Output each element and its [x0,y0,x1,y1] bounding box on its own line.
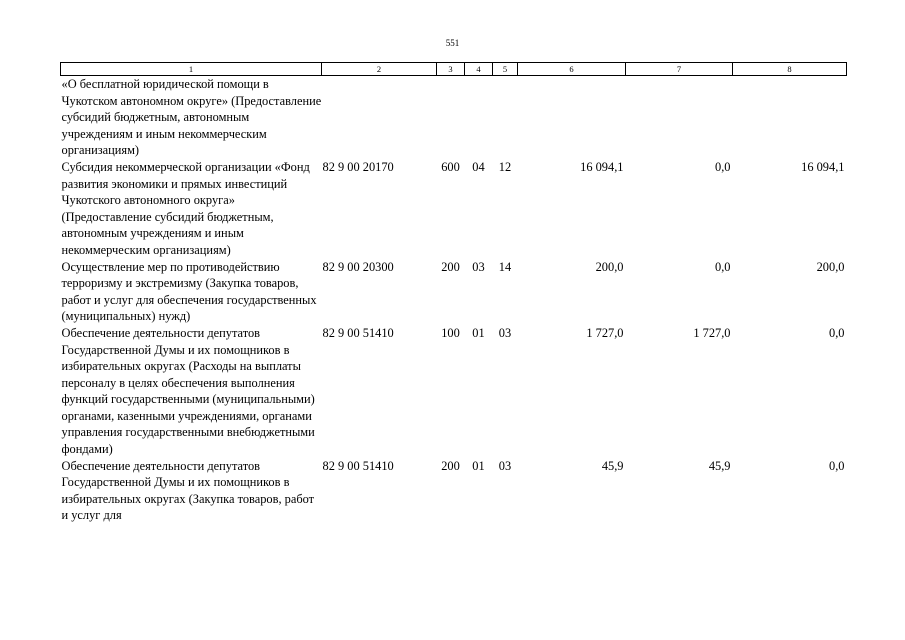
regional-amount [733,76,847,159]
column-header: 3 [437,63,465,76]
target-article-code: 82 9 00 20300 [322,259,394,274]
expense-type-code: 600 [441,159,460,174]
subsection-code: 03 [498,325,512,340]
subsection-code [493,76,518,159]
subsection-code: 03 [498,458,512,473]
federal-amount: 1 727,0 [693,325,731,340]
federal-amount [626,76,733,159]
total-amount: 1 727,0 [586,325,624,340]
expense-name: Обеспечение деятельности депутатов Государственной Думы и их помощников в избирательных округах (Расходы на выплаты персоналу в целях обеспечения выполнения функций государственными (муниципальными) органами, казенными учреждениями, органами управления государственными внебюджетными фондами) [61,325,315,457]
expense-name: «О бесплатной юридической помощи в Чукотском автономном округе» (Предоставление субсидий бюджетным, автономным учреждениям и иным некоммерческим организациям) [61,77,322,158]
column-number-header [61,63,847,76]
expense-name: Осуществление мер по противодействию терроризму и экстремизму (Закупка товаров, работ и услуг для обеспечения государственных (муниципальных) нужд) [61,259,317,324]
page-number: 551 [445,38,460,48]
section-code: 03 [472,259,485,274]
expense-type-code [437,76,465,159]
target-article-code: 82 9 00 51410 [322,325,394,340]
regional-amount: 0,0 [829,458,845,473]
regional-amount: 200,0 [816,259,845,274]
regional-amount: 0,0 [829,325,845,340]
total-amount: 45,9 [601,458,624,473]
federal-amount: 0,0 [715,259,731,274]
total-amount [518,76,626,159]
subsection-code: 14 [498,259,512,274]
table-row [61,458,847,524]
subsection-code: 12 [498,159,512,174]
section-code: 01 [472,325,485,340]
target-article-code [322,76,437,159]
table-row [61,325,847,458]
federal-amount: 45,9 [708,458,731,473]
column-header: 4 [465,63,493,76]
expense-type-code: 100 [441,325,460,340]
federal-amount: 0,0 [715,159,731,174]
expense-type-code: 200 [441,259,460,274]
table-row [61,159,847,259]
table-row [61,76,847,159]
total-amount: 16 094,1 [580,159,624,174]
expense-type-code: 200 [441,458,460,473]
budget-table [60,62,847,524]
column-header: 1 [61,63,322,76]
section-code [465,76,493,159]
regional-amount: 16 094,1 [801,159,845,174]
column-header: 8 [733,63,847,76]
column-header: 2 [322,63,437,76]
target-article-code: 82 9 00 51410 [322,458,394,473]
column-header: 7 [626,63,733,76]
expense-name: Обеспечение деятельности депутатов Государственной Думы и их помощников в избирательных округах (Закупка товаров, работ и услуг для [61,458,315,523]
column-header: 5 [493,63,518,76]
table-row [61,259,847,325]
section-code: 04 [472,159,485,174]
total-amount: 200,0 [595,259,624,274]
section-code: 01 [472,458,485,473]
column-header: 6 [518,63,626,76]
target-article-code: 82 9 00 20170 [322,159,394,174]
expense-name: Субсидия некоммерческой организации «Фонд развития экономики и прямых инвестиций Чукотского автономного округа» (Предоставление субсидий бюджетным, автономным учреждениям и иным некоммерческим организациям) [61,159,310,257]
